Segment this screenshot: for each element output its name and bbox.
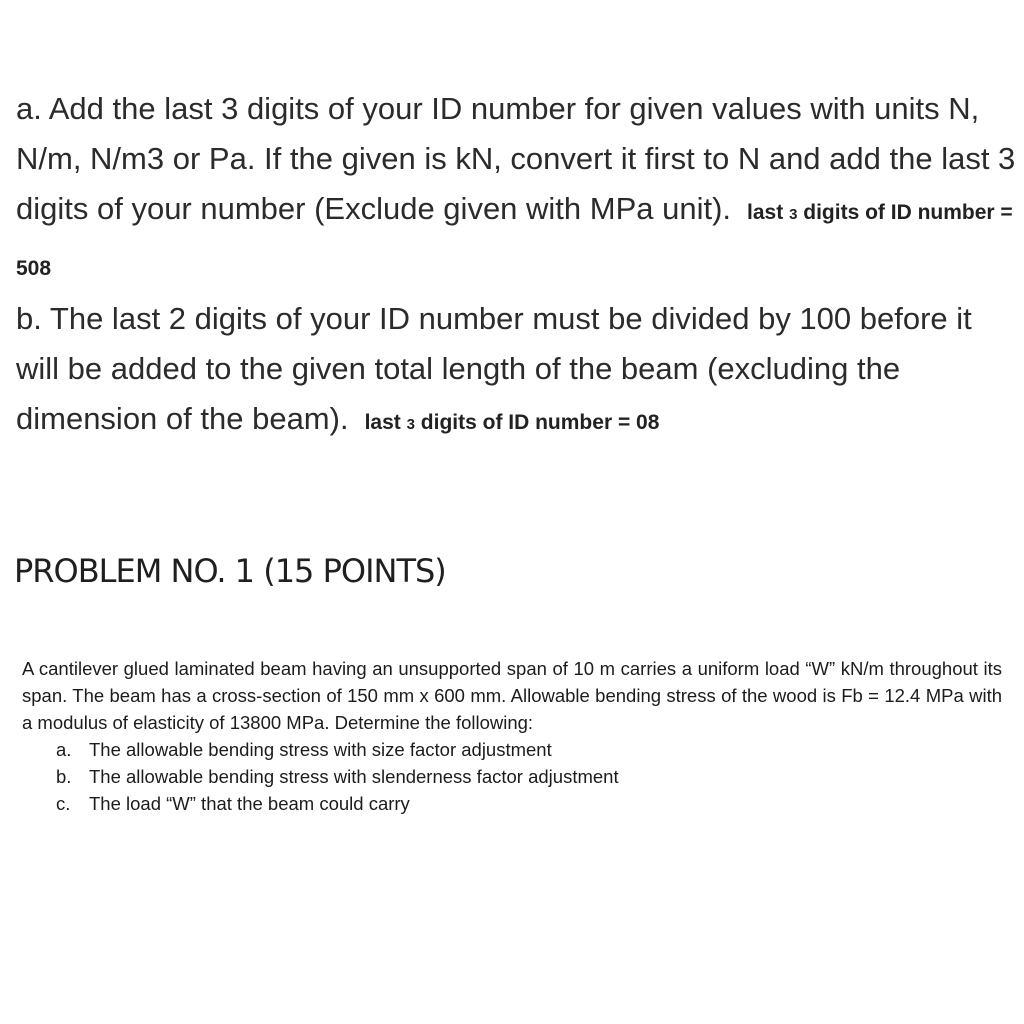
question-item-c bbox=[22, 790, 1002, 817]
problem-title: PROBLEM NO. 1 (15 POINTS) bbox=[14, 552, 446, 590]
instruction-b bbox=[16, 294, 1016, 450]
question-marker: b. bbox=[56, 766, 72, 787]
problem-body bbox=[22, 655, 1002, 817]
problem-statement: A cantilever glued laminated beam having an unsupported span of 10 m carries a uniform load “W” kN/m throughout its span. The beam has a cross-section of 150 mm x 600 mm. Allowable bending stress of the wood is Fb = 12.4 MPa with a modulus of elasticity of 13800 MPa. Determine the following: bbox=[22, 658, 1002, 733]
question-marker: a. bbox=[56, 739, 72, 760]
instruction-b-text: b. The last 2 digits of your ID number must be divided by 100 before it will be added to the given total length of the beam (excluding the dimension of the beam). bbox=[16, 301, 972, 436]
id-number-note-b: last 3 digits of ID number = 08 bbox=[364, 411, 660, 434]
instructions-block bbox=[16, 84, 1016, 450]
instruction-a-text: a. Add the last 3 digits of your ID number for given values with units N, N/m, N/m3 or Pa. If the given is kN, convert it first to N and add the last 3 digits of your number (Exclude given with MPa unit). bbox=[16, 91, 1016, 226]
question-text: The load “W” that the beam could carry bbox=[89, 793, 410, 814]
problem-questions bbox=[22, 736, 1002, 817]
question-marker: c. bbox=[56, 793, 71, 814]
question-text: The allowable bending stress with slenderness factor adjustment bbox=[89, 766, 619, 787]
instruction-a bbox=[16, 84, 1016, 294]
question-item-a bbox=[22, 736, 1002, 763]
question-text: The allowable bending stress with size factor adjustment bbox=[89, 739, 552, 760]
question-item-b bbox=[22, 763, 1002, 790]
id-number-note-a: last 3 digits of ID number = 508 bbox=[16, 201, 1013, 280]
